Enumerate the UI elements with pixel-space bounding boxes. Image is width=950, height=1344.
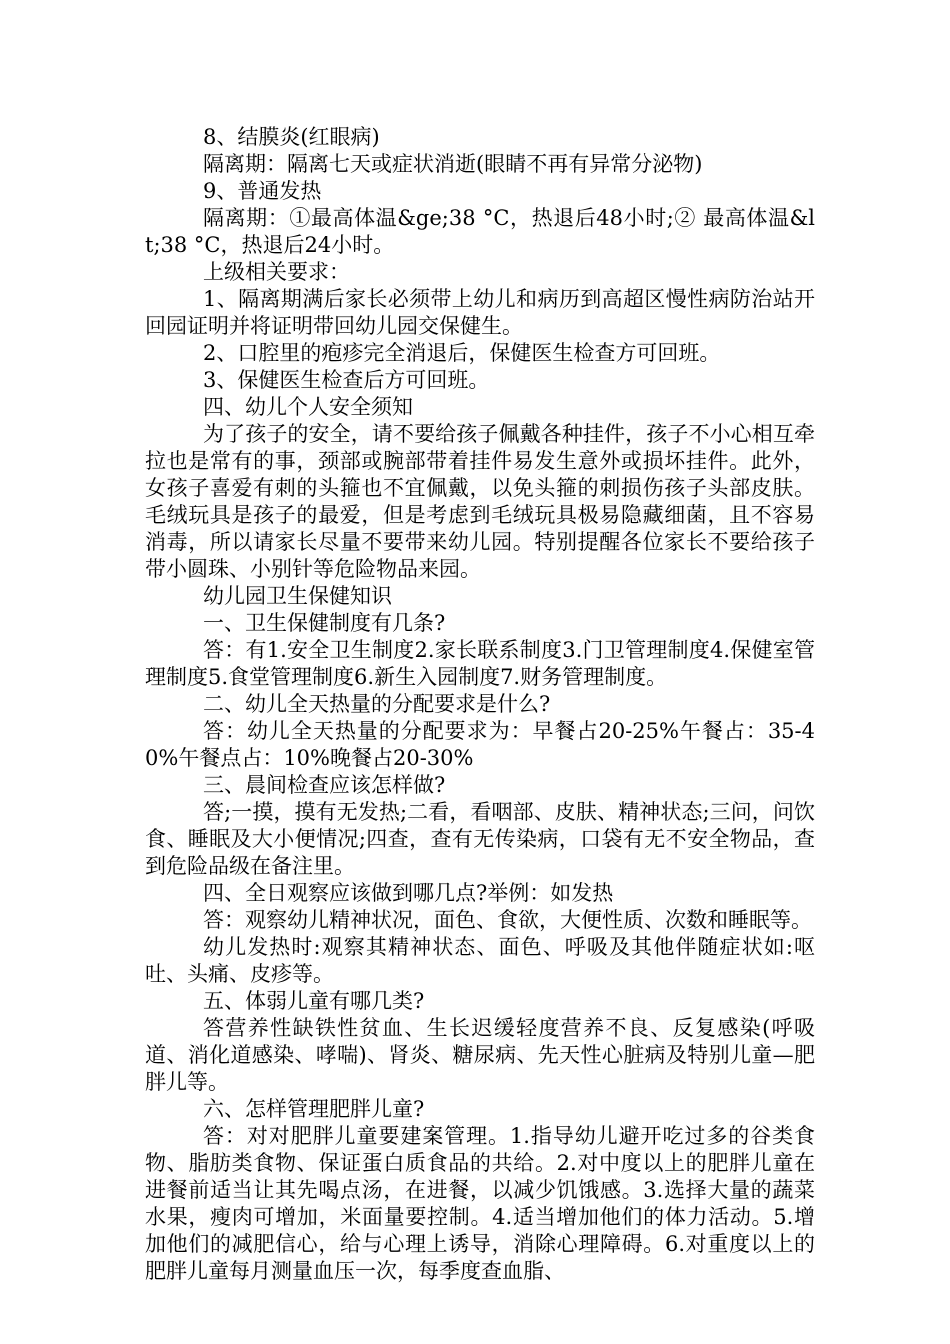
question: 三、晨间检查应该怎样做? [203,773,446,797]
question: 五、体弱儿童有哪几类? [203,989,425,1013]
section-heading: 幼儿园卫生保健知识 [203,584,392,608]
paragraph: 上级相关要求： [203,260,350,284]
answer: 答营养性缺铁性贫血、生长迟缓轻度营养不良、反复感染(呼吸道、消化道感染、哮喘)、肾炎、糖尿病、先天性心脏病及特别儿童—肥胖儿等。 [145,1016,815,1094]
paragraph: 隔离期：①最高体温&ge;38 °C，热退后48小时;② 最高体温&lt;38 °C，热退后24小时。 [145,206,815,257]
question: 一、卫生保健制度有几条? [203,611,446,635]
paragraph: 隔离期：隔离七天或症状消逝(眼睛不再有异常分泌物) [203,152,703,176]
document-body [145,124,815,1285]
paragraph: 幼儿发热时:观察其精神状态、面色、呼吸及其他伴随症状如:呕吐、头痛、皮疹等。 [145,935,815,986]
paragraph: 9、普通发热 [203,179,322,203]
answer: 答：对对肥胖儿童要建案管理。1.指导幼儿避开吃过多的谷类食物、脂肪类食物、保证蛋白质食品的共给。2.对中度以上的肥胖儿童在进餐前适当让其先喝点汤，在进餐，以减少饥饿感。3.选择大量的蔬菜水果，瘦肉可增加，米面量要控制。4.适当增加他们的体力活动。5.增加他们的减肥信心，给与心理上诱导，消除心理障碍。6.对重度以上的肥胖儿童每月测量血压一次，每季度查血脂、 [145,1124,815,1283]
question: 二、幼儿全天热量的分配要求是什么? [203,692,551,716]
answer: 答：观察幼儿精神状况，面色、食欲，大便性质、次数和睡眠等。 [203,908,812,932]
paragraph: 为了孩子的安全，请不要给孩子佩戴各种挂件，孩子不小心相互牵拉也是常有的事，颈部或腕部带着挂件易发生意外或损坏挂件。此外，女孩子喜爱有刺的头箍也不宜佩戴，以免头箍的刺损伤孩子头部皮肤。毛绒玩具是孩子的最爱，但是考虑到毛绒玩具极易隐藏细菌，且不容易消毒，所以请家长尽量不要带来幼儿园。特别提醒各位家长不要给孩子带小圆珠、小别针等危险物品来园。 [145,422,815,581]
paragraph: 3、保健医生检查后方可回班。 [203,368,490,392]
paragraph: 1、隔离期满后家长必须带上幼儿和病历到高超区慢性病防治站开回园证明并将证明带回幼儿园交保健生。 [145,287,815,338]
paragraph: 2、口腔里的疱疹完全消退后，保健医生检查方可回班。 [203,341,721,365]
question: 六、怎样管理肥胖儿童? [203,1097,425,1121]
section-heading: 四、幼儿个人安全须知 [203,395,413,419]
paragraph: 8、结膜炎(红眼病) [203,125,380,149]
question: 四、全日观察应该做到哪几点?举例：如发热 [203,881,614,905]
answer: 答：幼儿全天热量的分配要求为：早餐占20-25%午餐占：35-40%午餐点占：10%晚餐占20-30% [145,719,815,770]
answer: 答;一摸，摸有无发热;二看，看咽部、皮肤、精神状态;三问，问饮食、睡眠及大小便情况;四查，查有无传染病，口袋有无不安全物品，查到危险品级在备注里。 [145,800,815,878]
answer: 答：有1.安全卫生制度2.家长联系制度3.门卫管理制度4.保健室管理制度5.食堂管理制度6.新生入园制度7.财务管理制度。 [145,638,815,689]
